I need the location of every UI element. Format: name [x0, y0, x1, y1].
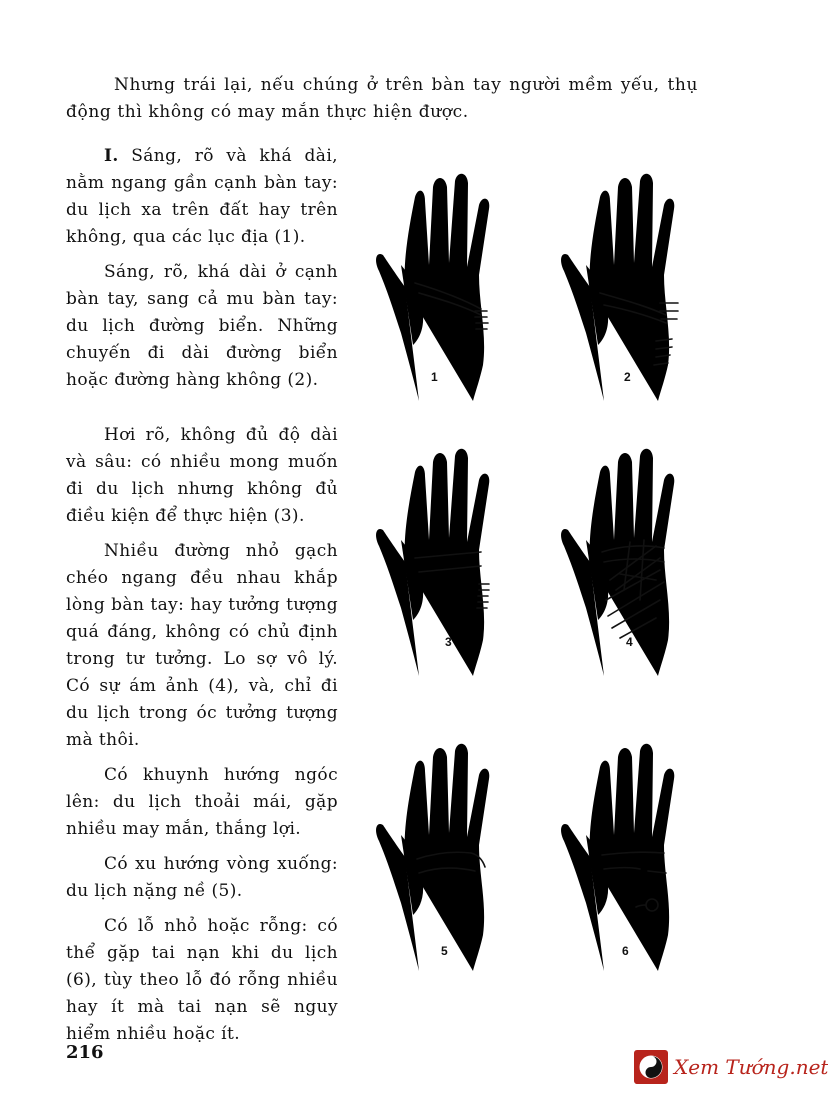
figure-5-label: 5 [441, 944, 448, 958]
hand-figure-3 [376, 449, 489, 676]
paragraph-4: Nhiều đường nhỏ gạch chéo ngang đều nhau khắp lòng bàn tay: hay tưởng tượng quá đáng, không có chủ định trong tư tưởng. Lo sợ vô lý. Có sự ám ảnh (4), và, chỉ đi du lịch trong óc tưởng tượng mà thôi. [66, 541, 338, 750]
watermark-text: Xem Tướng.net [674, 1055, 828, 1079]
figure-6-label: 6 [622, 944, 629, 958]
palm-figures [370, 150, 790, 980]
paragraph-5: Có khuynh hướng ngóc lên: du lịch thoải mái, gặp nhiều may mắn, thắng lợi. [66, 765, 338, 839]
text-column [66, 143, 338, 1048]
hand-figure-5 [376, 744, 489, 971]
section-marker: I. [104, 146, 119, 166]
figure-4-label: 4 [626, 635, 633, 649]
page-number: 216 [66, 1042, 104, 1063]
figure-3-label: 3 [445, 635, 452, 649]
watermark-logo [634, 1050, 828, 1086]
hand-figure-6 [561, 744, 674, 971]
paragraph-2: Sáng, rõ, khá dài ở cạnh bàn tay, sang cả mu bàn tay: du lịch đường biển. Những chuyến đi dài đường biển hoặc đường hàng không (2). [66, 262, 338, 390]
yin-yang-icon [634, 1050, 668, 1084]
hand-figure-4 [561, 449, 674, 676]
paragraph-1-text: Sáng, rõ và khá dài, nằm ngang gần cạnh bàn tay: du lịch xa trên đất hay trên không, qua các lục địa (1). [66, 146, 338, 247]
hand-figure-2 [561, 174, 678, 401]
intro-paragraph: Nhưng trái lại, nếu chúng ở trên bàn tay người mềm yếu, thụ động thì không có may mắn thực hiện được. [66, 75, 698, 122]
hand-figure-1 [376, 174, 489, 401]
figure-2-label: 2 [624, 370, 631, 384]
paragraph-6: Có xu hướng vòng xuống: du lịch nặng nề (5). [66, 854, 338, 901]
figure-1-label: 1 [431, 370, 438, 384]
paragraph-7: Có lỗ nhỏ hoặc rỗng: có thể gặp tai nạn khi du lịch (6), tùy theo lỗ đó rỗng nhiều hay ít mà tai nạn sẽ nguy hiểm nhiều hoặc ít. [66, 916, 338, 1044]
paragraph-1 [66, 143, 338, 251]
paragraph-3: Hơi rõ, không đủ độ dài và sâu: có nhiều mong muốn đi du lịch nhưng không đủ điều kiện để thực hiện (3). [66, 425, 338, 526]
